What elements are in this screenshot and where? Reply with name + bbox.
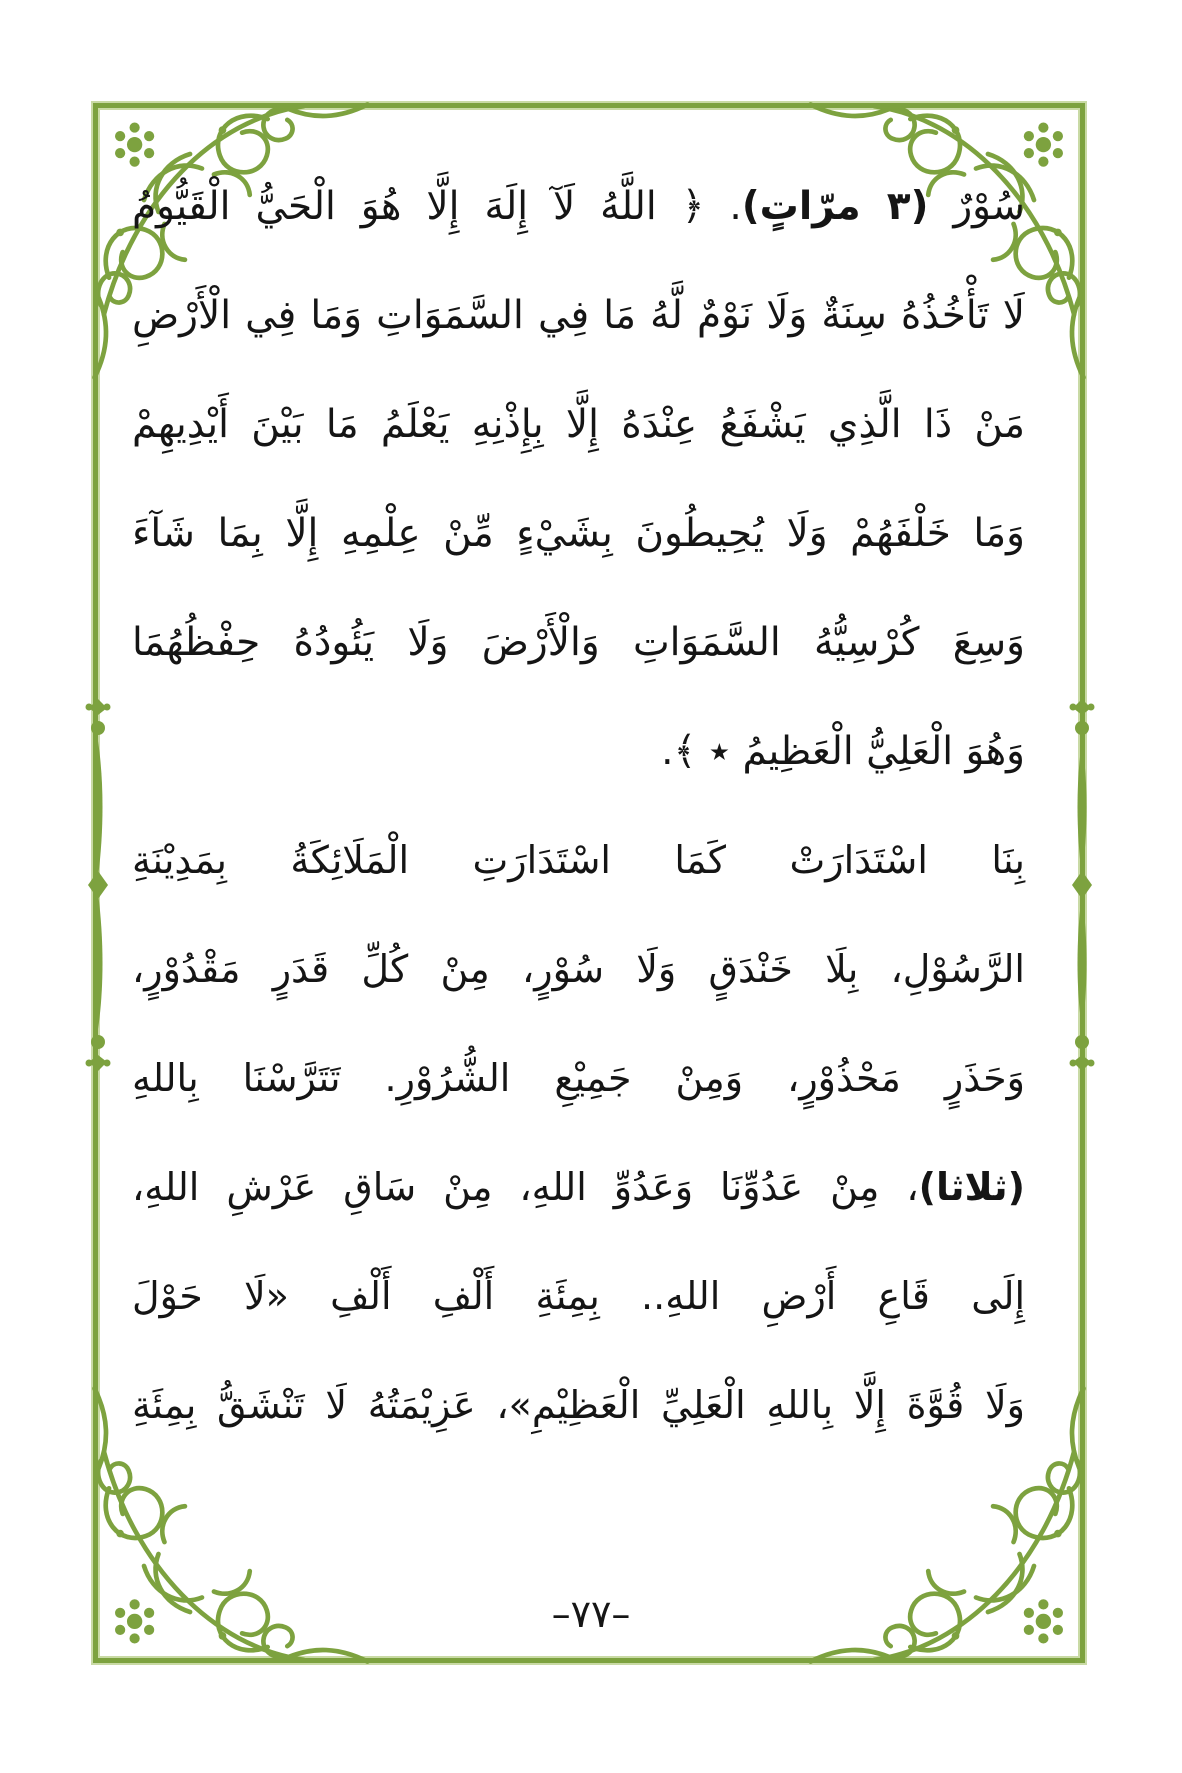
text-line xyxy=(132,915,1025,1024)
line-text: بِنَا اسْتَدَارَتْ كَمَا اسْتَدَارَتِ الْمَلَائِكَةُ بِمَدِيْنَةِ xyxy=(132,838,1025,882)
edge-spindle-icon xyxy=(85,695,111,1075)
text-line xyxy=(132,152,1025,261)
text-line xyxy=(132,1024,1025,1133)
line-text: وَحَذَرٍ مَحْذُوْرٍ، وَمِنْ جَمِيْعِ الشُّرُوْرِ. تَتَرَّسْنَا بِاللهِ xyxy=(132,1056,1025,1100)
line-text: وَلَا قُوَّةَ إِلَّا بِاللهِ الْعَلِيِّ الْعَظِيْمِ»، عَزِيْمَتُهُ لَا تَنْشَقُّ بِمِئَةِ xyxy=(132,1383,1025,1427)
line-text: لَا تَأْخُذُهُ سِنَةٌ وَلَا نَوْمٌ لَّهُ مَا فِي السَّمَوَاتِ وَمَا فِي الْأَرْضِ xyxy=(132,293,1025,338)
text-line xyxy=(132,479,1025,588)
repeat-count-note: (ثلاثا) xyxy=(918,1165,1025,1209)
text-line xyxy=(132,588,1025,697)
line-text: . ﴿ اللَّهُ لَآ إِلَهَ إِلَّا هُوَ الْحَيُّ الْقَيُّومُ xyxy=(132,184,742,229)
page-number: –٧٧– xyxy=(551,1592,631,1636)
line-text: مَنْ ذَا الَّذِي يَشْفَعُ عِنْدَهُ إِلَّا بِإِذْنِهِ يَعْلَمُ مَا بَيْنَ أَيْدِيهِمْ xyxy=(132,402,1025,447)
line-text: وَهُوَ الْعَلِيُّ الْعَظِيمُ ٭ ﴾. xyxy=(661,729,1025,774)
repeat-count-note: (٣ مرّاتٍ) xyxy=(741,184,929,229)
text-line xyxy=(132,261,1025,370)
line-text: وَسِعَ كُرْسِيُّهُ السَّمَوَاتِ وَالْأَرْضَ وَلَا يَئُودُهُ حِفْظُهُمَا xyxy=(132,620,1025,665)
text-line xyxy=(132,370,1025,479)
edge-spindle-icon xyxy=(1069,695,1095,1075)
line-text: ، مِنْ عَدُوِّنَا وَعَدُوِّ اللهِ، مِنْ سَاقِ عَرْشِ اللهِ، xyxy=(132,1165,919,1209)
text-line xyxy=(132,1242,1025,1351)
text-line xyxy=(132,1133,1025,1242)
text-line xyxy=(132,697,1025,806)
line-text: الرَّسُوْلِ، بِلَا خَنْدَقٍ وَلَا سُوْرٍ، مِنْ كُلِّ قَدَرٍ مَقْدُوْرٍ، xyxy=(132,947,1025,991)
text-line xyxy=(132,806,1025,915)
line-text: وَمَا خَلْفَهُمْ وَلَا يُحِيطُونَ بِشَيْءٍ مِّنْ عِلْمِهِ إِلَّا بِمَا شَآءَ xyxy=(132,511,1025,556)
text-line xyxy=(132,1351,1025,1460)
text-column xyxy=(132,152,1025,1460)
line-text: سُوْرٌ xyxy=(928,184,1025,229)
line-text: إِلَى قَاعِ أَرْضِ اللهِ.. بِمِئَةِ أَلْفِ أَلْفِ «لَا حَوْلَ xyxy=(132,1274,1025,1318)
